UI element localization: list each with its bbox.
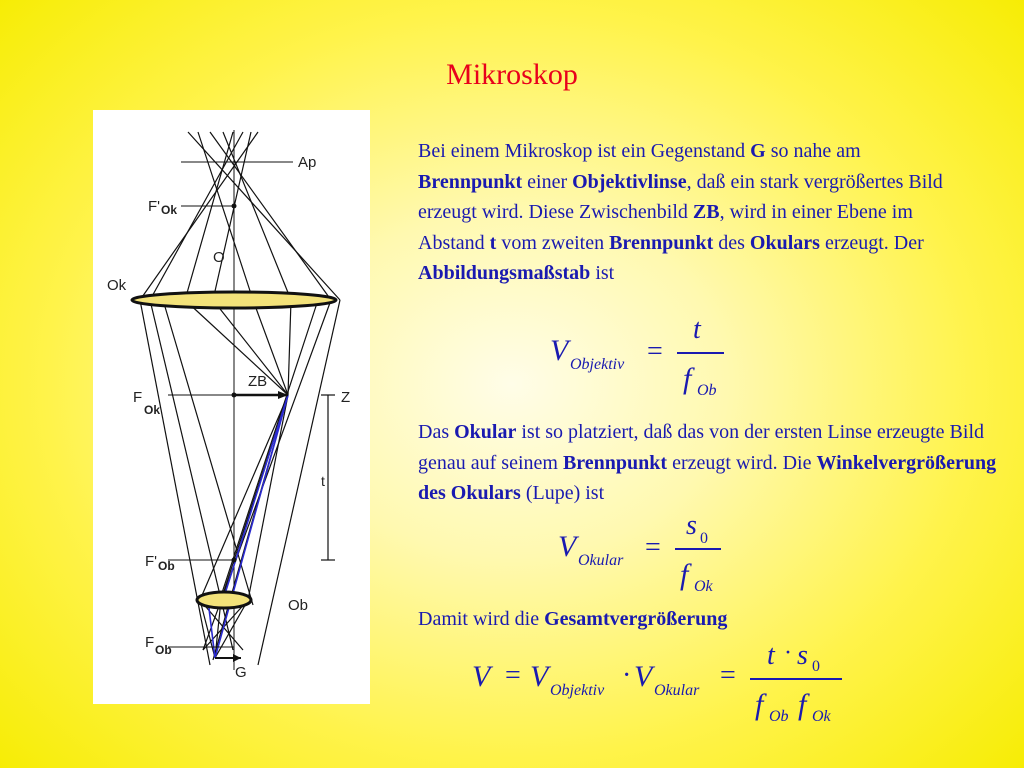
- formula-num: s: [797, 640, 808, 671]
- text: (Lupe) ist: [520, 482, 605, 504]
- formula-sub: Objektiv: [550, 682, 605, 699]
- microscope-ray-diagram: [93, 110, 370, 704]
- term-brennpunkt: Brennpunkt: [562, 451, 668, 474]
- label-f-ok-sub: Ok: [144, 403, 161, 417]
- term-zb: ZB: [692, 201, 720, 223]
- term-gesamtvergroesserung: Gesamtvergrößerung: [544, 608, 728, 630]
- formula-eq: =: [645, 532, 661, 563]
- label-f-ok: F: [133, 389, 143, 406]
- label-z: Z: [341, 389, 351, 406]
- formula-v: V: [550, 334, 569, 367]
- text: ist so platziert, daß das von der ersten Linse erzeugte Bild genau auf seinem: [418, 421, 984, 474]
- formula-v: V: [558, 530, 577, 563]
- formula-num: t: [767, 640, 775, 671]
- label-f-ob-sub: Ob: [155, 643, 172, 657]
- term-objektivlinse: Objektivlinse: [572, 170, 687, 193]
- term-g: G: [750, 140, 766, 162]
- formula-den: f: [680, 558, 689, 591]
- formula-sub: Okular: [578, 552, 624, 569]
- formula-num-sub: 0: [700, 530, 708, 547]
- formula-eq: =: [505, 660, 521, 691]
- formula-eq: =: [720, 660, 736, 691]
- text: erzeugt wird. Die: [667, 451, 817, 474]
- formula-dot: ·: [784, 640, 792, 666]
- formula-num: s: [686, 510, 697, 541]
- text: einer: [522, 170, 573, 193]
- label-f-ok-prime-sub: Ok: [161, 203, 178, 217]
- text: so nahe am: [765, 140, 861, 162]
- term-brennpunkt: Brennpunkt: [418, 170, 523, 193]
- paragraph-gesamt: [418, 604, 918, 635]
- text: ist: [590, 262, 615, 284]
- text: , wird in einer Ebene im Abstand: [418, 201, 913, 254]
- label-f-ob-prime: F': [145, 553, 158, 570]
- label-f-ob-prime-sub: Ob: [158, 559, 175, 573]
- label-g: G: [235, 664, 247, 681]
- label-t: t: [321, 473, 325, 489]
- formula-v: V: [472, 660, 491, 693]
- term-brennpunkt: Brennpunkt: [609, 231, 714, 254]
- text: Bei einem Mikroskop ist ein Gegenstand: [418, 140, 751, 162]
- label-f-ok-prime: F': [148, 198, 161, 215]
- formula-eq: =: [647, 336, 663, 367]
- text: , daß ein stark vergrößertes Bild erzeugt wird. Diese Zwischenbild: [418, 170, 943, 223]
- fraction-bar: [750, 678, 842, 680]
- label-zb: ZB: [248, 373, 268, 390]
- fraction-bar: [677, 352, 724, 354]
- formula-v: V: [634, 660, 653, 693]
- term-okular: Okular: [454, 421, 517, 443]
- label-ok: Ok: [107, 277, 127, 294]
- paragraph-intro: [418, 136, 958, 289]
- text: Damit wird die: [418, 608, 545, 630]
- text: des: [713, 231, 750, 254]
- term-okulars: Okulars: [749, 231, 820, 254]
- formula-den: f: [798, 688, 807, 721]
- formula-den-sub: Ob: [697, 382, 717, 399]
- text: erzeugt. Der: [819, 231, 924, 254]
- paragraph-okular: [418, 417, 998, 509]
- formula-sub: Objektiv: [570, 356, 625, 373]
- text: vom zweiten: [496, 231, 610, 254]
- term-t: t: [489, 231, 497, 254]
- formula-den-sub: Ob: [769, 708, 789, 725]
- formula-den: f: [683, 362, 692, 395]
- label-ap: Ap: [298, 154, 317, 171]
- microscope-diagram: [93, 110, 370, 704]
- formula-den-sub: Ok: [812, 708, 831, 725]
- formula-den: f: [755, 688, 764, 721]
- fraction-bar: [675, 548, 721, 550]
- formula-sub: Okular: [654, 682, 700, 699]
- label-ob: Ob: [288, 597, 309, 614]
- formula-dot: ·: [622, 660, 632, 691]
- term-abbildungsmassstab: Abbildungsmaßstab: [418, 262, 591, 284]
- term-winkelvergroesserung: Winkelvergrößerung des Okulars: [418, 451, 997, 504]
- text: Das: [418, 421, 455, 443]
- eyepiece-lens: [132, 292, 336, 308]
- label-f-ob: F: [145, 634, 155, 651]
- formula-num: t: [693, 314, 701, 345]
- formula-den-sub: Ok: [694, 578, 713, 595]
- formula-v: V: [530, 660, 549, 693]
- formula-num-sub: 0: [812, 658, 820, 675]
- label-o: O: [213, 249, 225, 266]
- object-arrowhead: [233, 654, 241, 662]
- objective-lens: [197, 592, 251, 608]
- slide-title: Mikroskop: [446, 58, 578, 91]
